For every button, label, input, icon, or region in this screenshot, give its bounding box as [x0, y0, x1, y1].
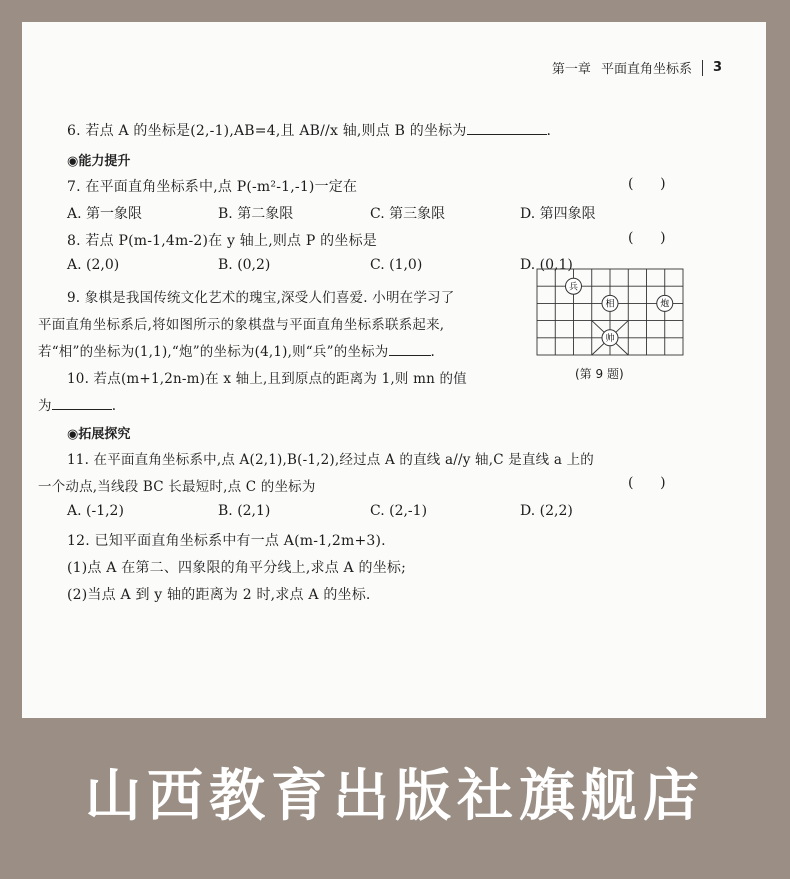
question-10-text: 为	[38, 398, 52, 414]
question-9-line-3	[38, 340, 435, 360]
question-6-text: 6. 若点 A 的坐标是(2,-1),AB=4,且 AB//x 轴,则点 B 的坐标为	[67, 123, 467, 139]
option-c: C. (1,0)	[370, 257, 423, 273]
piece-bing-label: 兵	[568, 282, 579, 293]
question-9-line-1: 9. 象棋是我国传统文化艺术的瑰宝,深受人们喜爱. 小明在学习了	[67, 290, 455, 306]
section-heading-ability: ◉能力提升	[67, 154, 131, 169]
option-a: A. 第一象限	[67, 206, 143, 222]
question-10-line-2	[38, 394, 116, 414]
question-8: 8. 若点 P(m-1,4m-2)在 y 轴上,则点 P 的坐标是	[67, 233, 377, 249]
question-7: 7. 在平面直角坐标系中,点 P(-m²-1,-1)一定在	[67, 179, 358, 195]
answer-blank	[52, 395, 112, 410]
piece-pao	[657, 295, 673, 311]
option-d: D. 第四象限	[520, 206, 596, 222]
piece-xiang-label: 相	[605, 299, 615, 310]
question-12-part-1: (1)点 A 在第二、四象限的角平分线上,求点 A 的坐标;	[67, 560, 407, 576]
option-a: A. (-1,2)	[67, 503, 124, 519]
page-number: 3	[712, 60, 722, 75]
question-9-line-2: 平面直角坐标系后,将如图所示的象棋盘与平面直角坐标系联系起来,	[38, 317, 445, 333]
section-heading-extension: ◉拓展探究	[67, 427, 131, 442]
option-a: A. (2,0)	[67, 257, 120, 273]
page-header	[552, 58, 722, 77]
header-divider	[702, 60, 703, 76]
option-b: B. (2,1)	[218, 503, 271, 519]
answer-blank	[389, 341, 431, 356]
piece-pao-label: 炮	[660, 299, 670, 310]
question-9-end: .	[430, 344, 435, 360]
piece-xiang	[602, 295, 618, 311]
question-11-line-2: 一个动点,当线段 BC 长最短时,点 C 的坐标为	[38, 479, 316, 495]
option-b: B. (0,2)	[218, 257, 271, 273]
answer-paren: ( )	[628, 230, 666, 246]
question-11-line-1: 11. 在平面直角坐标系中,点 A(2,1),B(-1,2),经过点 A 的直线 a//y 轴,C 是直线 a 上的	[67, 452, 594, 468]
question-12-part-2: (2)当点 A 到 y 轴的距离为 2 时,求点 A 的坐标.	[67, 587, 371, 603]
option-d: D. (2,2)	[520, 503, 573, 519]
piece-shuai-label: 帅	[605, 334, 615, 345]
store-banner: 山西教育出版社旗舰店	[85, 764, 705, 829]
answer-paren: ( )	[628, 176, 666, 192]
piece-bing	[566, 278, 582, 294]
option-c: C. 第三象限	[370, 206, 446, 222]
chessboard-figure	[535, 267, 685, 357]
option-d: D. (0,1)	[520, 257, 573, 273]
question-10-line-1: 10. 若点(m+1,2n-m)在 x 轴上,且到原点的距离为 1,则 mn 的值	[67, 371, 467, 387]
piece-shuai	[602, 330, 618, 346]
question-10-end: .	[111, 398, 117, 414]
question-12-line-1: 12. 已知平面直角坐标系中有一点 A(m-1,2m+3).	[67, 533, 386, 549]
question-9-text: 若“相”的坐标为(1,1),“炮”的坐标为(4,1),则“兵”的坐标为	[38, 344, 389, 360]
answer-blank	[467, 120, 547, 135]
chapter-title: 平面直角坐标系	[600, 62, 692, 77]
figure-caption: (第 9 题)	[575, 367, 624, 381]
chapter-label: 第一章	[551, 62, 591, 77]
option-c: C. (2,-1)	[370, 503, 428, 519]
question-6-end: .	[546, 123, 552, 139]
question-6	[67, 120, 551, 140]
answer-paren: ( )	[628, 475, 666, 491]
option-b: B. 第二象限	[218, 206, 294, 222]
